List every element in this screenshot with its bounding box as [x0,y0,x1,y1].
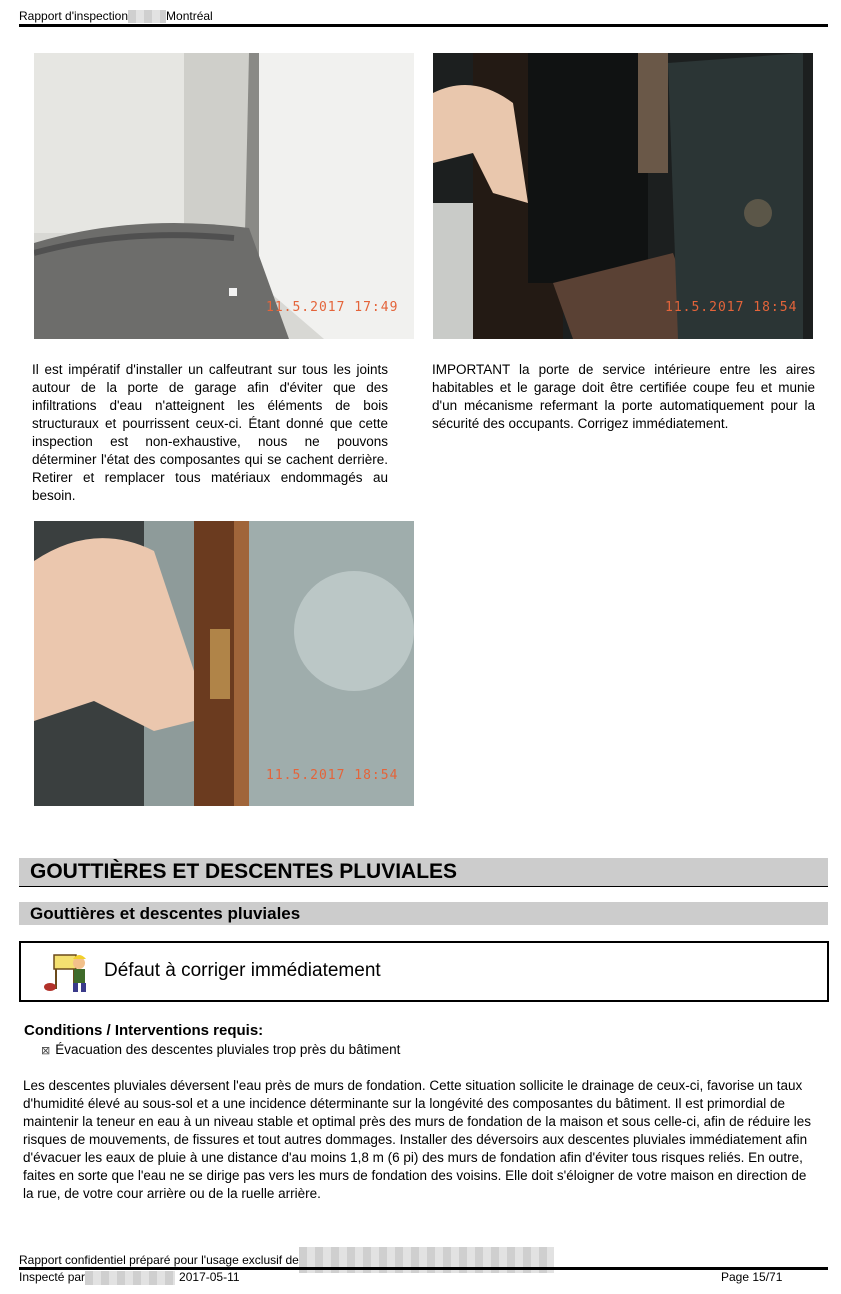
conditions-heading: Conditions / Interventions requis: [24,1022,264,1039]
subsection-bar [19,902,828,925]
footer-inspected-by: Inspecté par [19,1270,86,1284]
header-prefix: Rapport d'inspection [19,9,129,23]
photo-door-hinge-image [34,521,414,806]
subsection-title: Gouttières et descentes pluviales [30,904,301,923]
section-title: GOUTTIÈRES ET DESCENTES PLUVIALES [30,860,458,883]
section-title-underline [19,886,828,887]
conditions-item-text: Évacuation des descentes pluviales trop près du bâtiment [55,1042,401,1057]
defect-label: Défaut à corriger immédiatement [104,960,381,981]
footer-date: 2017-05-11 [179,1270,240,1284]
photo-door-hinge [34,521,414,806]
caption-garage-joint: Il est impératif d'installer un calfeutrant sur tous les joints autour de la porte de garage afin d'éviter que des infiltrations d'eau n'atteignent les éléments de bois structuraux et pourrissent ceux-ci. Étant donné que cette inspection est non-exhaustive, nous ne pouvons déterminer l'état des composantes qui se cachent derrière. Retirer et remplacer tous matériaux endommagés au besoin. [32,362,388,503]
footer-confidential-text: Rapport confidentiel préparé pour l'usage exclusif de [19,1253,299,1267]
body-paragraph: Les descentes pluviales déversent l'eau près de murs de fondation. Cette situation sollicite le drainage de ceux-ci, favorise un taux d'humidité élevé au sous-sol et a une incidence déterminante sur la longévité des composantes du bâtiment. Il est primordial de maintenir la teneur en eau à un niveau stable et optimal près des murs de fondation de la maison et sous celle-ci, afin de réduire les risques de mouvements, de fissures et tout autres dommages. Installer des déversoirs aux descentes pluviales immédiatement afin d'évacuer les eaux de pluie à une distance d'au moins 1,8 m (6 pi) des murs de fondation afin d'éviter tous risques reliés. En outre, faites en sorte que l'eau ne se dirige pas vers les murs de fondation des voisins. Elle doit s'éloigner de votre maison en direction de la rue, de votre cour arrière ou de la ruelle arrière. [23,1078,811,1201]
photo-timestamp: 11.5.2017 17:49 [266,300,399,315]
checked-checkbox-icon: ⊠ [41,1045,51,1057]
header-city: Montréal [166,9,213,23]
warning-worker-icon [42,949,92,994]
defect-box [19,941,829,1002]
page-number: Page 15/71 [721,1270,783,1284]
section-title-bar [19,858,828,886]
conditions-item [41,1042,400,1057]
redacted-name [128,10,166,23]
photo-service-door-image [433,53,813,339]
redacted-inspector [85,1271,175,1285]
footer-inspector [19,1270,240,1285]
caption-service-door: IMPORTANT la porte de service intérieure entre les aires habitables et le garage doit être certifiée coupe feu et munie d'un mécanisme refermant la porte automatiquement pour la sécurité des occupants. Corrigez immédiatement. [432,362,815,431]
photo-service-door [433,53,813,339]
header-rule [19,24,828,27]
photo-garage-joint [34,53,414,339]
photo-garage-joint-image [34,53,414,339]
photo-timestamp: 11.5.2017 18:54 [665,300,798,315]
report-header [19,9,213,23]
photo-timestamp: 11.5.2017 18:54 [266,768,399,783]
